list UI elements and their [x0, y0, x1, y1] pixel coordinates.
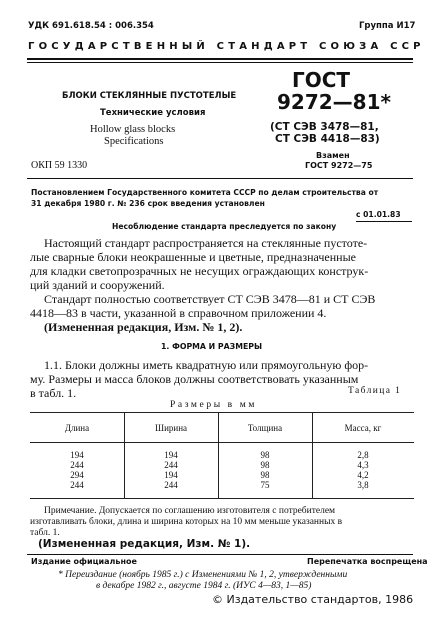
- table-cell: 194: [164, 450, 178, 460]
- intro-amendment: (Измененная редакция, Изм. № 1, 2).: [44, 320, 243, 334]
- gost-label: ГОСТ: [292, 68, 351, 92]
- replaces-label: Взамен: [316, 151, 350, 160]
- st-sev-line-2: СТ СЭВ 4418—83): [275, 133, 380, 145]
- note-line-3: табл. 1.: [30, 528, 60, 538]
- table-header-length: Длина: [64, 423, 90, 433]
- banner-rule-thin: [27, 62, 413, 63]
- decree-line-1: Постановлением Государственного комитета СССР по делам строительства от: [31, 188, 379, 197]
- official-edition: Издание официальное: [31, 557, 137, 566]
- table-cell: 2,8: [357, 450, 369, 460]
- english-title: Hollow glass blocks: [90, 124, 176, 135]
- table-cell: 194: [164, 470, 178, 480]
- intro-para-2-line-2: 4418—83 в части, указанной в справочном приложении 4.: [30, 306, 327, 320]
- table-cell: 194: [70, 450, 84, 460]
- clause-1-1-line-2: му. Размеры и масса блоков должны соответствовать указанным: [30, 372, 359, 386]
- table-cell: 4,3: [357, 460, 369, 470]
- footer-divider: [27, 554, 413, 555]
- table-cell: 75: [260, 480, 270, 490]
- table-bottom-border: [30, 498, 414, 499]
- intro-para-1-line-4: ций зданий и сооружений.: [30, 278, 165, 292]
- table-cell: 244: [164, 460, 178, 470]
- section-1-heading: 1. ФОРМА И РАЗМЕРЫ: [161, 342, 263, 351]
- intro-para-1-line-3: для кладки светопрозрачных не несущих ограждающих конструк-: [30, 264, 369, 278]
- standard-banner: ГОСУДАРСТВЕННЫЙ СТАНДАРТ СОЮЗА ССР: [28, 41, 425, 52]
- clause-1-1-line-1: 1.1. Блоки должны иметь квадратную или прямоугольную фор-: [44, 358, 369, 372]
- title-divider: [27, 178, 413, 179]
- reissue-line-2: в декабре 1982 г., августе 1984 г. (ИУС 4—83, 1—85): [96, 581, 312, 591]
- table-cell: 98: [260, 470, 270, 480]
- gost-number: 9272—81*: [277, 90, 391, 114]
- table-cell: 98: [260, 460, 270, 470]
- table-cell: 244: [164, 480, 178, 490]
- intro-para-1-line-2: лые сварные блоки неокрашенные и цветные, предназначенные: [30, 250, 356, 264]
- group-code: Группа И17: [359, 21, 416, 31]
- english-subtitle: Specifications: [104, 136, 164, 147]
- note-line-2: изготавливать блоки, длина и ширина которых на 10 мм меньше указанных в: [30, 517, 343, 527]
- table-cell: 4,2: [357, 470, 369, 480]
- table-cell: 98: [260, 450, 270, 460]
- table-cell: 244: [70, 480, 84, 490]
- decree-line-2: 31 декабря 1980 г. № 236 срок введения установлен: [31, 199, 265, 208]
- intro-para-2-line-1: Стандарт полностью соответствует СТ СЭВ 3478—81 и СТ СЭВ: [44, 292, 376, 306]
- table-caption: Размеры в мм: [170, 400, 257, 410]
- table-cell: 294: [70, 470, 84, 480]
- table-cell: 244: [70, 460, 84, 470]
- clause-1-1-line-3: в табл. 1.: [30, 386, 77, 400]
- intro-para-1-line-1: Настоящий стандарт распространяется на стеклянные пустоте-: [44, 236, 368, 250]
- table-header-width: Ширина: [154, 423, 188, 433]
- table-cell: 3,8: [357, 480, 369, 490]
- reprint-prohibited: Перепечатка воспрещена: [307, 557, 428, 566]
- effective-date-underline: [356, 221, 412, 222]
- table-header-thickness: Толщина: [247, 423, 283, 433]
- effective-date: с 01.01.83: [356, 210, 401, 219]
- table-header-border: [30, 442, 414, 443]
- note-line-1: Примечание. Допускается по соглашению изготовителя с потребителем: [44, 506, 336, 516]
- document-title: БЛОКИ СТЕКЛЯННЫЕ ПУСТОТЕЛЫЕ: [62, 91, 237, 101]
- reissue-line-1: * Переиздание (ноябрь 1985 г.) с Изменениями № 1, 2, утвержденными: [58, 570, 348, 580]
- copyright: © Издательство стандартов, 1986: [212, 593, 414, 606]
- replaces-value: ГОСТ 9272—75: [305, 161, 373, 170]
- okp-code: ОКП 59 1330: [31, 160, 88, 171]
- document-subtitle: Технические условия: [100, 108, 206, 118]
- table-top-border: [30, 412, 414, 413]
- table-label: Таблица 1: [348, 386, 402, 396]
- table-header-mass: Масса, кг: [344, 423, 382, 433]
- note-amendment: (Измененная редакция, Изм. № 1).: [38, 538, 251, 550]
- st-sev-line-1: (СТ СЭВ 3478—81,: [270, 121, 379, 133]
- law-warning: Несоблюдение стандарта преследуется по закону: [112, 222, 337, 231]
- banner-rule-thick: [27, 58, 413, 60]
- udk-code: УДК 691.618.54 : 006.354: [28, 21, 154, 31]
